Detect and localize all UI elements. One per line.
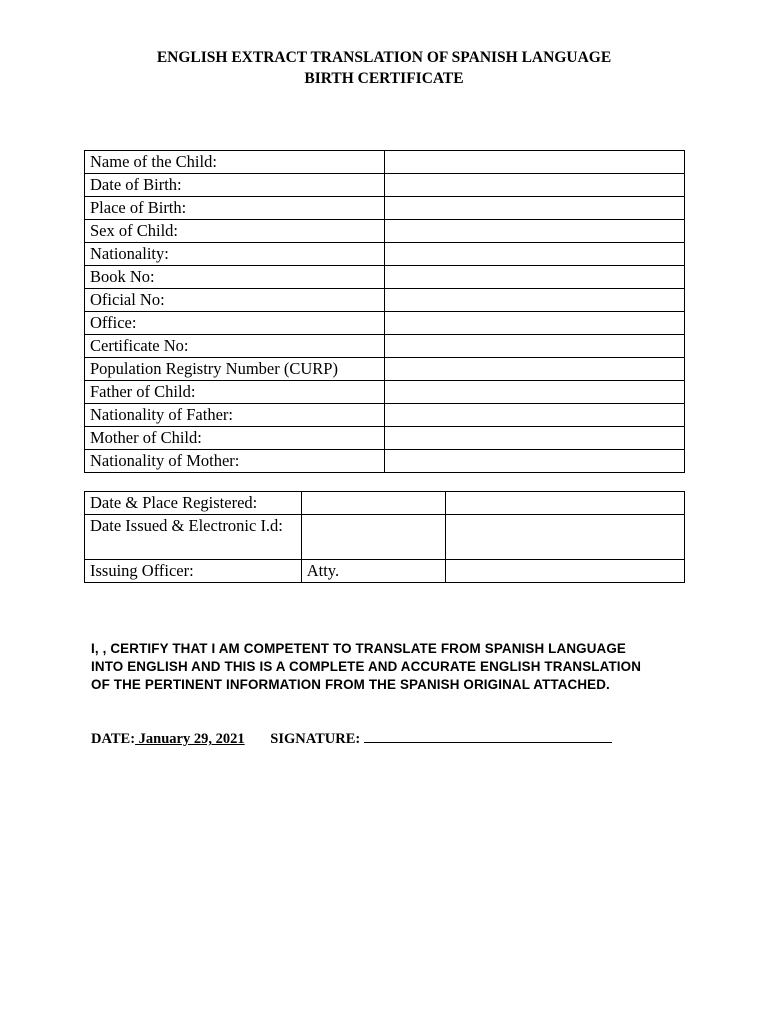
row-value xyxy=(384,404,684,427)
row-value xyxy=(384,335,684,358)
table-row xyxy=(85,560,685,583)
row-value xyxy=(384,243,684,266)
row-label: Nationality of Father: xyxy=(85,404,385,427)
row-label: Certificate No: xyxy=(85,335,385,358)
row-value-extra xyxy=(446,492,685,515)
date-signature-line xyxy=(91,730,612,748)
row-value xyxy=(384,381,684,404)
row-label: Nationality: xyxy=(85,243,385,266)
table-row xyxy=(85,427,685,450)
row-label: Nationality of Mother: xyxy=(85,450,385,473)
row-value xyxy=(384,197,684,220)
row-value xyxy=(384,312,684,335)
row-value xyxy=(384,358,684,381)
table-row xyxy=(85,515,685,560)
table-row xyxy=(85,220,685,243)
table-row xyxy=(85,197,685,220)
row-label: Issuing Officer: xyxy=(85,560,302,583)
document-title xyxy=(84,47,684,89)
row-label: Place of Birth: xyxy=(85,197,385,220)
row-value xyxy=(384,151,684,174)
row-value-extra xyxy=(446,560,685,583)
row-label: Mother of Child: xyxy=(85,427,385,450)
row-value xyxy=(384,266,684,289)
row-label: Father of Child: xyxy=(85,381,385,404)
title-line-2: BIRTH CERTIFICATE xyxy=(304,70,464,87)
row-value xyxy=(384,289,684,312)
row-label: Oficial No: xyxy=(85,289,385,312)
row-label: Date of Birth: xyxy=(85,174,385,197)
table-row xyxy=(85,404,685,427)
certification-statement: I, , CERTIFY THAT I AM COMPETENT TO TRANSLATE FROM SPANISH LANGUAGE INTO ENGLISH AND THIS IS A COMPLETE AND ACCURATE ENGLISH TRANSLATION OF THE PERTINENT INFORMATION FROM THE SPANISH ORIGINAL ATTACHED. xyxy=(91,641,642,692)
title-line-1: ENGLISH EXTRACT TRANSLATION OF SPANISH LANGUAGE xyxy=(156,49,612,66)
row-label: Sex of Child: xyxy=(85,220,385,243)
row-value: Atty. xyxy=(301,560,446,583)
date-label: DATE: xyxy=(91,731,136,747)
row-value-extra xyxy=(446,515,685,560)
row-label: Date & Place Registered: xyxy=(85,492,302,515)
table-row xyxy=(85,289,685,312)
table-row xyxy=(85,243,685,266)
row-value xyxy=(384,427,684,450)
row-label: Date Issued & Electronic I.d: xyxy=(85,515,302,560)
row-label: Book No: xyxy=(85,266,385,289)
signature-label: SIGNATURE: xyxy=(270,731,361,747)
row-value xyxy=(384,220,684,243)
birth-details-table xyxy=(84,150,685,473)
row-value xyxy=(301,515,446,560)
row-value xyxy=(301,492,446,515)
table-row xyxy=(85,312,685,335)
table-row xyxy=(85,335,685,358)
row-label: Population Registry Number (CURP) xyxy=(85,358,385,381)
table-row xyxy=(85,151,685,174)
registration-table xyxy=(84,491,685,583)
table-row xyxy=(85,450,685,473)
table-row xyxy=(85,266,685,289)
row-label: Office: xyxy=(85,312,385,335)
date-value: January 29, 2021 xyxy=(135,731,245,747)
table-row xyxy=(85,381,685,404)
row-label: Name of the Child: xyxy=(85,151,385,174)
row-value xyxy=(384,450,684,473)
table-row xyxy=(85,358,685,381)
table-row xyxy=(85,174,685,197)
signature-line xyxy=(364,730,612,743)
row-value xyxy=(384,174,684,197)
table-row xyxy=(85,492,685,515)
